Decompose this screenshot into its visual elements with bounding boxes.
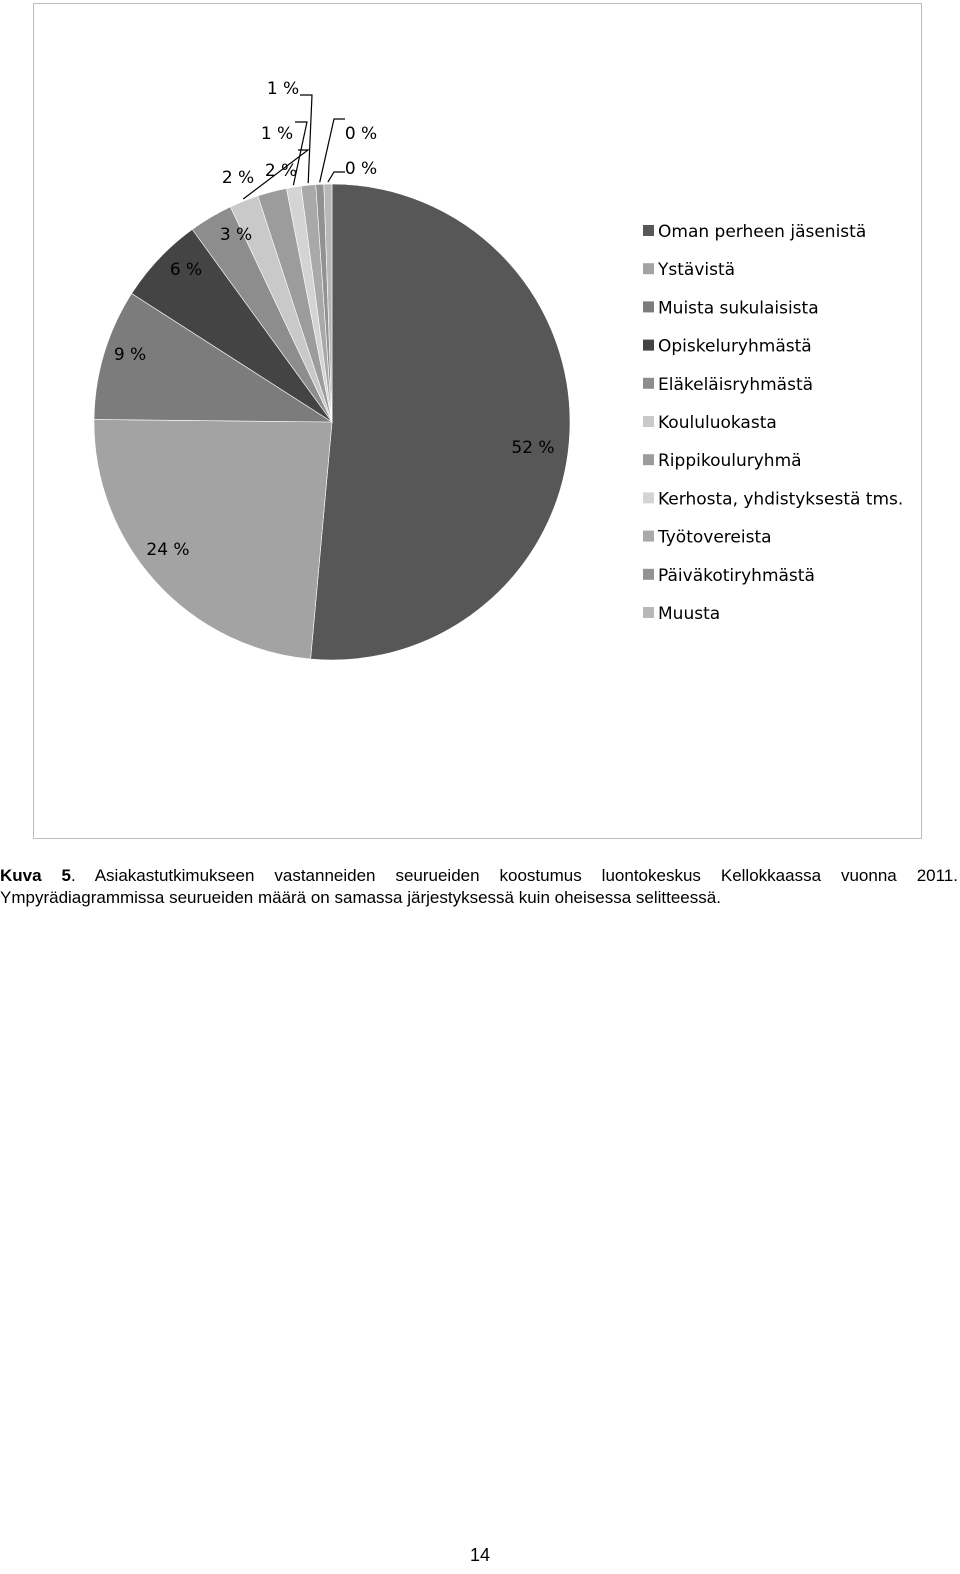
data-label: 52 % bbox=[511, 438, 555, 458]
legend-swatch bbox=[643, 531, 654, 542]
legend-swatch bbox=[643, 454, 654, 465]
legend-label: Ystävistä bbox=[658, 260, 736, 281]
caption-text: . Asiakastutkimukseen vastanneiden seurueiden koostumus luontokeskus Kellokkaassa vuonna 2011. Ympyrädiagrammissa seurueiden määrä on samassa järjestyksessä kuin oheisessa selitteessä. bbox=[0, 866, 958, 907]
legend-swatch bbox=[643, 416, 654, 427]
data-label: 2 % bbox=[221, 168, 255, 188]
legend-swatch bbox=[643, 301, 654, 312]
leader-line bbox=[300, 95, 312, 183]
legend-label: Opiskeluryhmästä bbox=[658, 336, 812, 357]
data-label: 3 % bbox=[219, 225, 253, 245]
legend-label: Muusta bbox=[658, 604, 721, 624]
data-label: 9 % bbox=[113, 345, 147, 365]
legend-swatch bbox=[643, 569, 654, 580]
pie-slice bbox=[94, 419, 332, 659]
legend-swatch bbox=[643, 378, 654, 389]
data-label: 0 % bbox=[344, 124, 378, 144]
legend-swatch bbox=[643, 492, 654, 503]
data-label: 0 % bbox=[344, 159, 378, 179]
legend-swatch bbox=[643, 607, 654, 618]
legend-label: Päiväkotiryhmästä bbox=[658, 565, 815, 586]
figure-caption bbox=[0, 865, 958, 909]
legend-label: Rippikouluryhmä bbox=[658, 451, 802, 472]
pie-slices bbox=[94, 184, 570, 660]
legend-swatch bbox=[643, 263, 654, 274]
data-label: 2 % bbox=[264, 161, 298, 181]
legend-label: Koululuokasta bbox=[658, 413, 777, 433]
page-number: 14 bbox=[469, 1545, 491, 1565]
leader-line bbox=[328, 172, 345, 182]
leader-lines bbox=[243, 95, 345, 199]
data-label: 1 % bbox=[266, 79, 300, 99]
data-label: 24 % bbox=[146, 540, 190, 560]
data-label: 1 % bbox=[260, 124, 294, 144]
legend-label: Kerhosta, yhdistyksestä tms. bbox=[658, 489, 904, 510]
leader-line bbox=[320, 119, 345, 182]
caption-label: Kuva 5 bbox=[0, 866, 71, 885]
pie-slice bbox=[311, 184, 570, 660]
data-label: 6 % bbox=[169, 260, 203, 280]
legend-swatch bbox=[643, 340, 654, 351]
legend-label: Eläkeläisryhmästä bbox=[658, 374, 814, 395]
legend-swatch bbox=[643, 225, 654, 236]
legend bbox=[643, 222, 903, 624]
legend-label: Oman perheen jäsenistä bbox=[658, 222, 867, 242]
legend-label: Muista sukulaisista bbox=[658, 298, 819, 319]
legend-label: Työtovereista bbox=[658, 527, 772, 548]
